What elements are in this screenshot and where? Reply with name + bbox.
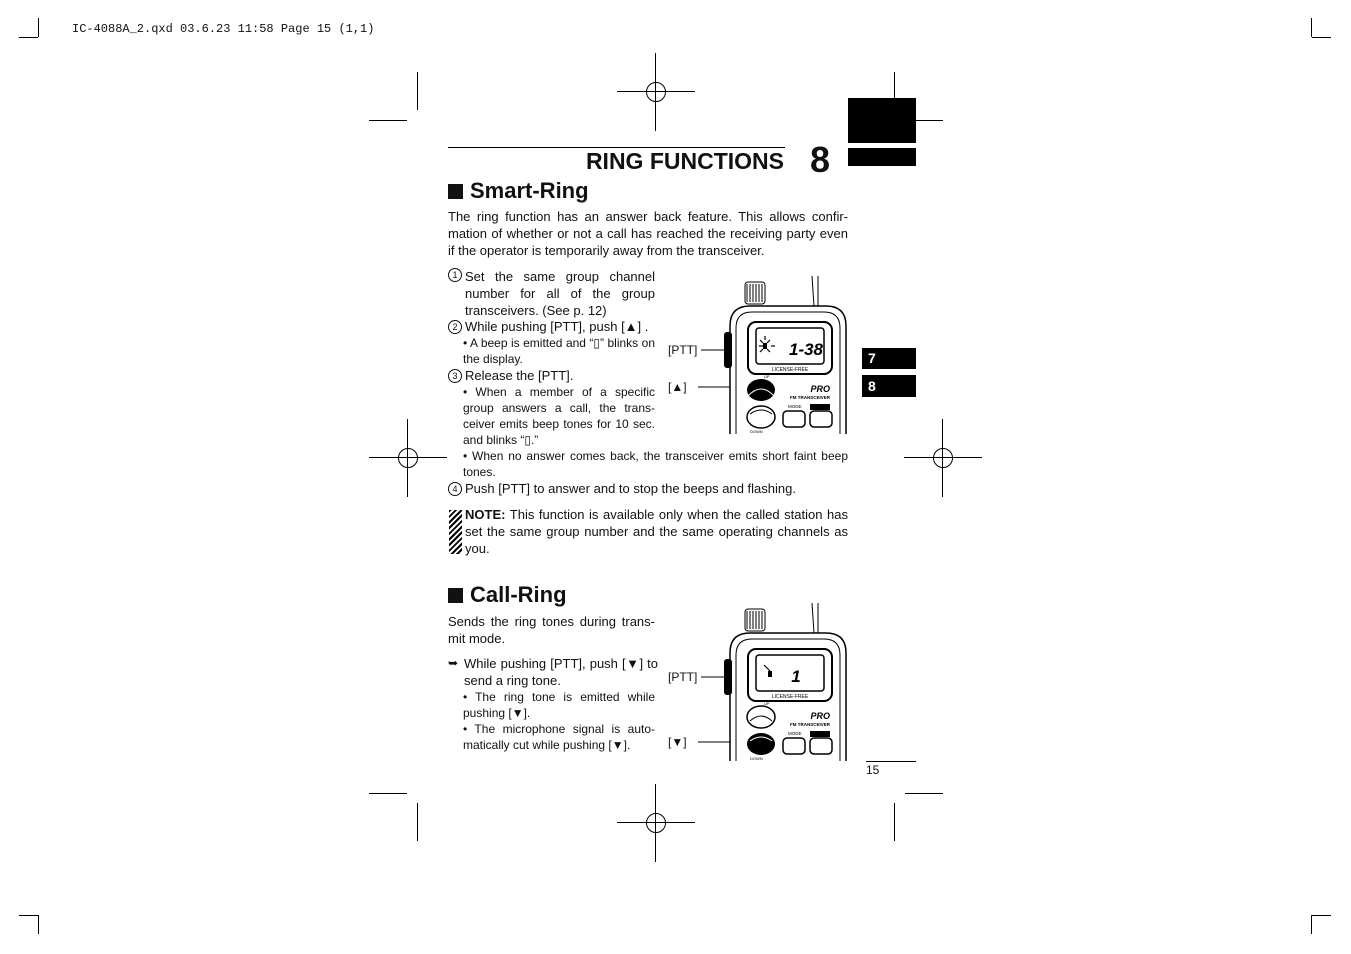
side-tab-chapter-7: 7 xyxy=(862,348,916,369)
transceiver-illustration xyxy=(698,603,850,761)
trim-mark xyxy=(417,72,418,110)
step-3-bullet-a: • When a member of a specific group answers a call, the trans-ceiver emits beep tones for 10 sec. and blinks “▯.” xyxy=(463,385,655,447)
note-hatch-icon xyxy=(449,510,462,554)
chapter-block xyxy=(848,98,916,143)
chapter-block xyxy=(848,148,916,166)
step-number: 4 xyxy=(448,482,462,496)
step-4: 4 Push [PTT] to answer and to stop the beeps and flashing. xyxy=(448,480,848,497)
crop-mark xyxy=(1311,915,1312,934)
trim-mark xyxy=(369,120,407,121)
registration-mark-icon xyxy=(617,784,695,862)
smart-ring-intro: The ring function has an answer back feature. This allows confir-mation of whether or not a call has reached the receiving party even if the operator is temporarily away from the transceiver. xyxy=(448,209,848,258)
chapter-number: 8 xyxy=(810,139,831,180)
step-number: 2 xyxy=(448,320,462,334)
up-key-text: UP xyxy=(764,374,770,379)
down-key-text: DOWN xyxy=(750,429,763,434)
crop-mark xyxy=(1312,915,1331,916)
model-text: FM TRANSCEIVER xyxy=(789,722,830,727)
transceiver-illustration xyxy=(698,276,850,434)
step-3-bullet-b: • When no answer comes back, the transceiver emits short faint beep tones. xyxy=(463,449,848,479)
down-key-text: DOWN xyxy=(750,756,763,761)
registration-mark-icon xyxy=(904,419,982,497)
band-text: LICENSE-FREE xyxy=(771,694,809,700)
lcd-display-text: 1-38 xyxy=(788,340,824,359)
trim-mark xyxy=(905,793,943,794)
section-heading-smart-ring: Smart-Ring xyxy=(448,178,589,204)
registration-mark-icon xyxy=(369,419,447,497)
mode-key-text: MODE xyxy=(788,404,802,409)
trim-mark xyxy=(417,803,418,841)
step-number: 1 xyxy=(448,268,462,282)
step-1: 1 Set the same group channel number for all of the group transceivers. (See p. 12) xyxy=(448,268,655,319)
crop-mark xyxy=(19,915,38,916)
arrow-bullet-icon: ➥ xyxy=(448,656,459,670)
square-bullet-icon xyxy=(448,588,463,603)
square-bullet-icon xyxy=(448,184,463,199)
section-heading-call-ring: Call-Ring xyxy=(448,582,567,608)
step-2: 2 While pushing [PTT], push [▲] . xyxy=(448,318,658,335)
model-text: FM TRANSCEIVER xyxy=(789,395,830,400)
call-ring-bullet-a: • The ring tone is emitted while pushing [▼]. xyxy=(463,690,655,720)
crop-mark xyxy=(1312,37,1331,38)
note-label: NOTE: xyxy=(465,507,506,522)
crop-mark xyxy=(19,37,38,38)
step-3: 3 Release the [PTT]. xyxy=(448,367,658,384)
crop-mark xyxy=(38,915,39,934)
step-2-bullet: • A beep is emitted and “▯” blinks on the display. xyxy=(463,336,655,366)
down-key-label: [▼] xyxy=(668,735,687,749)
step-number: 3 xyxy=(448,369,462,383)
up-key-label: [▲] xyxy=(668,380,687,394)
note: NOTE: This function is available only when the called station has set the same group number and the same operating channels as you. xyxy=(465,507,848,556)
crop-mark xyxy=(38,18,39,37)
band-text: LICENSE-FREE xyxy=(771,367,809,373)
chapter-title: RING FUNCTIONS xyxy=(585,148,784,174)
registration-mark-icon xyxy=(617,53,695,131)
trim-mark xyxy=(369,793,407,794)
page-number: 15 xyxy=(866,763,880,777)
side-tab-chapter-8: 8 xyxy=(862,375,916,397)
ptt-label: [PTT] xyxy=(668,343,698,357)
up-key-text: UP xyxy=(764,701,770,706)
brand-text: PRO xyxy=(810,384,830,394)
call-ring-item: ➥ While pushing [PTT], push [▼] to send a ring tone. xyxy=(448,656,658,688)
lcd-display-text: 1 xyxy=(791,667,801,686)
call-ring-intro: Sends the ring tones during trans-mit mode. xyxy=(448,614,655,646)
mode-key-text: MODE xyxy=(788,731,802,736)
trim-mark xyxy=(894,803,895,841)
slug-line: IC-4088A_2.qxd 03.6.23 11:58 Page 15 (1,1) xyxy=(72,22,375,36)
call-ring-bullet-b: • The microphone signal is auto-matically cut while pushing [▼]. xyxy=(463,722,655,752)
crop-mark xyxy=(1311,18,1312,37)
page-number-rule xyxy=(866,761,916,762)
brand-text: PRO xyxy=(810,711,830,721)
ptt-label: [PTT] xyxy=(668,670,698,684)
